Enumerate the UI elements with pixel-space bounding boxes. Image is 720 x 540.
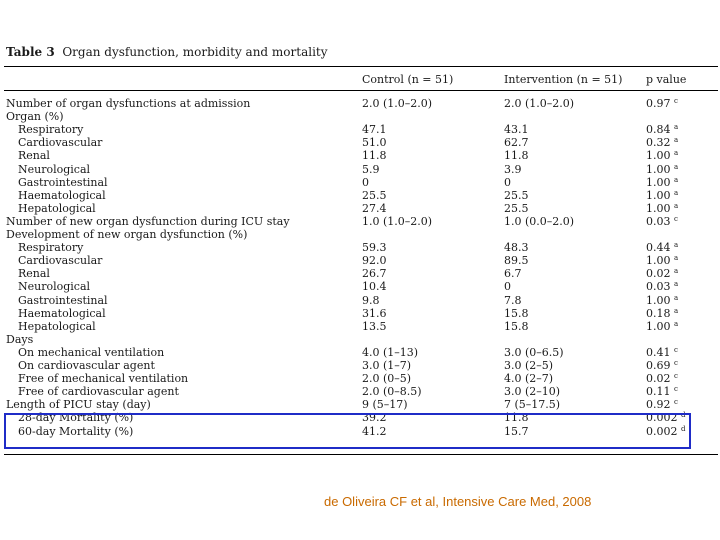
- p-value-footnote: d: [681, 424, 686, 433]
- top-rule: [4, 66, 718, 67]
- p-value-footnote: a: [674, 280, 679, 289]
- p-value: 0.02 $^a$: [646, 267, 679, 281]
- intervention-value: 3.9: [504, 162, 522, 176]
- table-row: [0, 280, 720, 293]
- p-value: 0.84 $^a$: [646, 123, 679, 137]
- row-label: On mechanical ventilation: [18, 345, 165, 359]
- control-value: 2.0 (0–5): [362, 372, 412, 386]
- table-row: [0, 136, 720, 149]
- row-label: Free of mechanical ventilation: [18, 372, 189, 386]
- table-row: [0, 385, 720, 398]
- p-value-footnote: c: [674, 214, 678, 223]
- table-row: [0, 110, 720, 123]
- control-value: 2.0 (1.0–2.0): [362, 97, 433, 110]
- p-value: 0.002 $^d$: [646, 411, 686, 425]
- intervention-value: 43.1: [504, 123, 529, 137]
- p-value: 0.92 $^c$: [646, 398, 678, 412]
- row-label: Haematological: [18, 188, 106, 202]
- p-value-footnote: c: [674, 385, 678, 394]
- table-row: [0, 333, 720, 346]
- p-value: 0.002 $^d$: [646, 424, 686, 438]
- p-value: 0.18 $^a$: [646, 306, 679, 320]
- table-row: [0, 189, 720, 202]
- control-value: 39.2: [362, 411, 387, 425]
- p-value: 0.02 $^c$: [646, 372, 678, 386]
- table-row: [0, 123, 720, 136]
- table-row: [0, 163, 720, 176]
- control-value: 92.0: [362, 254, 387, 268]
- table-row: [0, 241, 720, 254]
- p-value: 1.00 $^a$: [646, 162, 679, 176]
- table-row: [0, 215, 720, 228]
- p-value: 0.03 $^c$: [646, 214, 678, 228]
- control-value: 27.4: [362, 201, 387, 215]
- control-value: 25.5: [362, 188, 387, 202]
- intervention-value: 4.0 (2–7): [504, 372, 554, 386]
- control-value: 0: [362, 175, 369, 189]
- row-label: Hepatological: [18, 201, 96, 215]
- p-value-footnote: d: [681, 411, 686, 420]
- table-row: [0, 176, 720, 189]
- control-value: 47.1: [362, 123, 387, 137]
- intervention-value: 6.7: [504, 267, 522, 281]
- control-value: 5.9: [362, 162, 380, 176]
- control-value: 11.8: [362, 149, 387, 163]
- control-value: 2.0 (0–8.5): [362, 385, 422, 399]
- table-row: [0, 320, 720, 333]
- row-label: Neurological: [18, 280, 91, 294]
- table-title: Organ dysfunction, morbidity and mortality: [62, 45, 328, 59]
- row-label: 60-day Mortality (%): [18, 424, 134, 438]
- intervention-value: 0: [504, 175, 511, 189]
- intervention-value: 25.5: [504, 188, 529, 202]
- p-value-footnote: a: [674, 319, 679, 328]
- intervention-value: 15.8: [504, 306, 529, 320]
- row-label: Haematological: [18, 306, 106, 320]
- intervention-value: 11.8: [504, 149, 529, 163]
- header-intervention: Intervention (n = 51): [504, 73, 623, 86]
- header-rule: [4, 90, 718, 91]
- p-value: 0.44 $^a$: [646, 241, 679, 255]
- intervention-value: 3.0 (0–6.5): [504, 345, 564, 359]
- row-label: Hepatological: [18, 319, 96, 333]
- table-row: [0, 149, 720, 162]
- intervention-value: 3.0 (2–5): [504, 359, 554, 372]
- row-label: On cardiovascular agent: [18, 359, 155, 372]
- intervention-value: 25.5: [504, 201, 529, 215]
- p-value-footnote: a: [674, 241, 679, 250]
- p-value-footnote: a: [674, 136, 679, 145]
- control-value: 3.0 (1–7): [362, 359, 412, 372]
- row-label: Gastrointestinal: [18, 175, 108, 189]
- control-value: 9 (5–17): [362, 398, 408, 412]
- p-value: 1.00 $^a$: [646, 188, 679, 202]
- p-value: 1.00 $^a$: [646, 149, 679, 163]
- intervention-value: 7 (5–17.5): [504, 398, 561, 412]
- intervention-value: 3.0 (2–10): [504, 385, 561, 399]
- p-value-footnote: c: [674, 97, 678, 105]
- row-label: Days: [6, 332, 34, 346]
- intervention-value: 1.0 (0.0–2.0): [504, 214, 575, 228]
- intervention-value: 11.8: [504, 411, 529, 425]
- p-value-footnote: a: [674, 306, 679, 315]
- p-value-footnote: a: [674, 188, 679, 197]
- table-row: [0, 97, 720, 110]
- p-value-footnote: a: [674, 149, 679, 158]
- citation: de Oliveira CF et al, Intensive Care Med, 2008: [324, 494, 592, 509]
- control-value: 1.0 (1.0–2.0): [362, 214, 433, 228]
- table-row: [0, 372, 720, 385]
- table-row: [0, 359, 720, 372]
- p-value: 1.00 $^a$: [646, 175, 679, 189]
- table-row: [0, 294, 720, 307]
- p-value: 0.11 $^c$: [646, 385, 678, 399]
- row-label: Number of new organ dysfunction during ICU stay: [6, 214, 290, 228]
- control-value: 59.3: [362, 241, 387, 255]
- intervention-value: 15.8: [504, 319, 529, 333]
- table-row: [0, 228, 720, 241]
- mortality-highlight-box: [4, 413, 691, 449]
- control-value: 4.0 (1–13): [362, 345, 419, 359]
- table-row: [0, 254, 720, 267]
- p-value-footnote: a: [674, 254, 679, 263]
- table-row: [0, 346, 720, 359]
- p-value: 0.03 $^a$: [646, 280, 679, 294]
- p-value-footnote: c: [674, 359, 678, 367]
- header-pvalue: p value: [646, 73, 687, 86]
- intervention-value: 48.3: [504, 241, 529, 255]
- control-value: 31.6: [362, 306, 387, 320]
- intervention-value: 62.7: [504, 136, 529, 150]
- p-value: 1.00 $^a$: [646, 201, 679, 215]
- row-label: Number of organ dysfunctions at admission: [6, 97, 251, 110]
- control-value: 13.5: [362, 319, 387, 333]
- table-caption: [6, 45, 328, 59]
- control-value: 26.7: [362, 267, 387, 281]
- row-label: Respiratory: [18, 241, 84, 255]
- row-label: Gastrointestinal: [18, 293, 108, 307]
- row-label: Free of cardiovascular agent: [18, 385, 179, 399]
- row-label: Neurological: [18, 162, 91, 176]
- row-label: Organ (%): [6, 110, 64, 124]
- bottom-rule: [4, 454, 718, 455]
- row-label: Respiratory: [18, 123, 84, 137]
- table-row: [0, 307, 720, 320]
- row-label: Cardiovascular: [18, 136, 103, 150]
- p-value-footnote: a: [674, 293, 679, 302]
- p-value: 0.41 $^c$: [646, 345, 678, 359]
- p-value: 1.00 $^a$: [646, 293, 679, 307]
- intervention-value: 15.7: [504, 424, 529, 438]
- row-label: Cardiovascular: [18, 254, 103, 268]
- p-value-footnote: a: [674, 162, 679, 171]
- table-label: Table 3: [6, 45, 55, 59]
- row-label: Development of new organ dysfunction (%): [6, 228, 248, 241]
- p-value: 0.97 $^c$: [646, 97, 678, 110]
- p-value-footnote: a: [674, 123, 679, 132]
- control-value: 9.8: [362, 293, 380, 307]
- table-row: [0, 398, 720, 411]
- p-value-footnote: a: [674, 201, 679, 210]
- table-row: [0, 267, 720, 280]
- header-control: Control (n = 51): [362, 73, 454, 86]
- p-value: 0.69 $^c$: [646, 359, 678, 372]
- intervention-value: 2.0 (1.0–2.0): [504, 97, 575, 110]
- p-value-footnote: c: [674, 372, 678, 381]
- intervention-value: 0: [504, 280, 511, 294]
- control-value: 10.4: [362, 280, 387, 294]
- row-label: Renal: [18, 149, 50, 163]
- p-value-footnote: a: [674, 267, 679, 276]
- p-value: 0.32 $^a$: [646, 136, 679, 150]
- control-value: 51.0: [362, 136, 387, 150]
- p-value: 1.00 $^a$: [646, 254, 679, 268]
- p-value-footnote: c: [674, 398, 678, 407]
- intervention-value: 89.5: [504, 254, 529, 268]
- row-label: Length of PICU stay (day): [6, 398, 151, 412]
- p-value-footnote: a: [674, 175, 679, 184]
- intervention-value: 7.8: [504, 293, 522, 307]
- table-row: [0, 202, 720, 215]
- control-value: 41.2: [362, 424, 387, 438]
- row-label: Renal: [18, 267, 50, 281]
- row-label: 28-day Mortality (%): [18, 411, 134, 425]
- p-value: 1.00 $^a$: [646, 319, 679, 333]
- p-value-footnote: c: [674, 345, 678, 354]
